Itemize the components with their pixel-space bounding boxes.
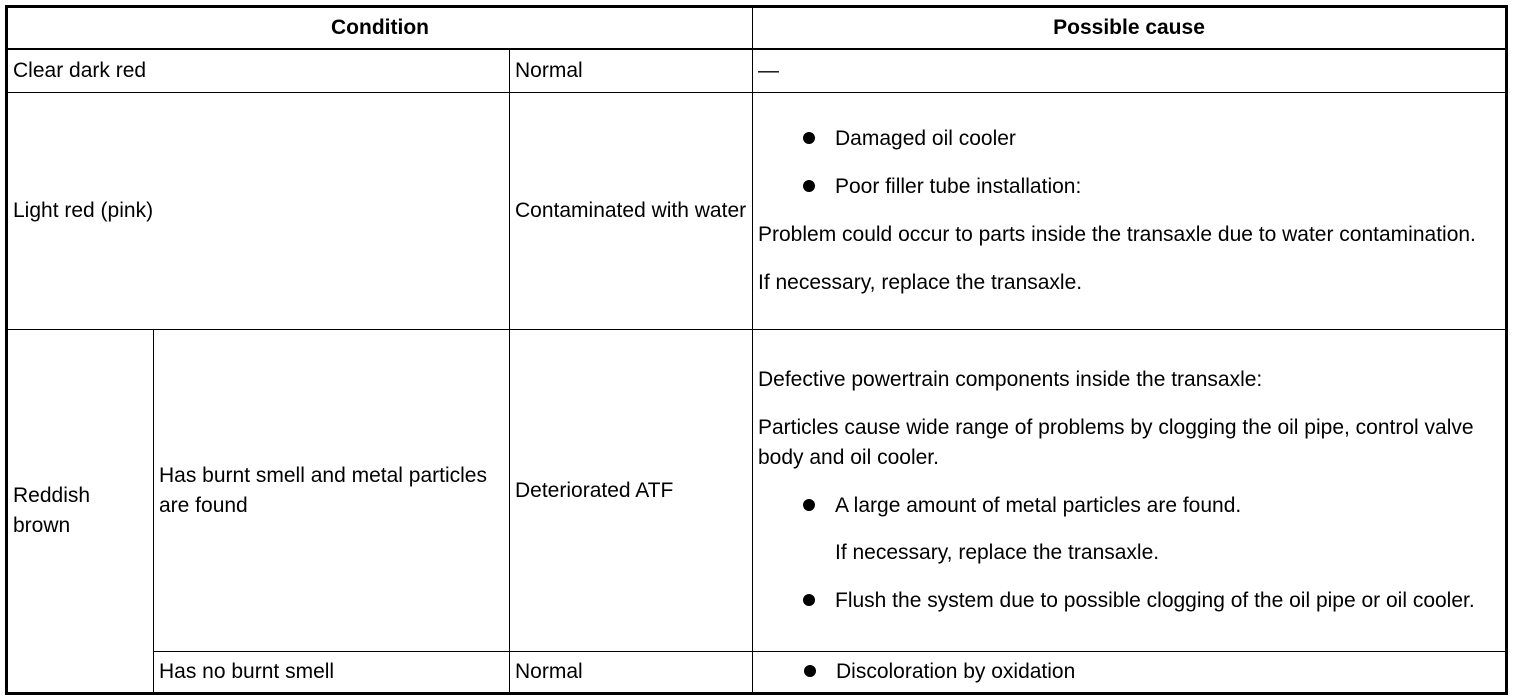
cell-contaminated-status: Contaminated with water xyxy=(510,93,753,330)
bullet-item: Discoloration by oxidation xyxy=(759,657,1499,687)
cell-light-red: Light red (pink) xyxy=(7,93,510,330)
bullet-dot-icon xyxy=(803,594,815,606)
bullet-item: Flush the system due to possible clogging of the oil pipe or oil cooler. xyxy=(758,586,1500,616)
header-condition: Condition xyxy=(7,7,753,49)
cause-text: Particles cause wide range of problems by clogging the oil pipe, control valve body and oil cooler. xyxy=(758,415,1474,469)
cause-text: Defective powertrain components inside the transaxle: xyxy=(758,368,1263,392)
cell-deteriorated-status: Deteriorated ATF xyxy=(510,330,753,652)
cell-clear-dark-red: Clear dark red xyxy=(7,49,510,93)
bullet-item: Damaged oil cooler xyxy=(758,124,1500,154)
cell-no-burnt-smell: Has no burnt smell xyxy=(154,652,510,694)
cell-light-red-causes xyxy=(753,93,1507,330)
row-reddish-brown-no-smell xyxy=(7,652,1507,694)
bullet-dot-icon xyxy=(804,665,816,677)
cell-reddish-brown: Reddish brown xyxy=(7,330,154,694)
header-possible-cause: Possible cause xyxy=(753,7,1507,49)
bullet-dot-icon xyxy=(803,499,815,511)
bullet-note: If necessary, replace the transaxle. xyxy=(835,541,1160,565)
cell-normal-status: Normal xyxy=(510,49,753,93)
bullet-dot-icon xyxy=(803,180,815,192)
bullet-item: A large amount of metal particles are found. xyxy=(758,491,1500,521)
atf-condition-table xyxy=(5,5,1508,695)
cause-text: If necessary, replace the transaxle. xyxy=(758,270,1083,294)
row-light-red xyxy=(7,93,1507,330)
row-clear-dark-red xyxy=(7,49,1507,93)
header-row xyxy=(7,7,1507,49)
cell-burnt-causes xyxy=(753,330,1507,652)
cell-no-cause: — xyxy=(753,49,1507,93)
cell-burnt-metal-condition: Has burnt smell and metal particles are found xyxy=(154,330,510,652)
bullet-dot-icon xyxy=(803,132,815,144)
bullet-item: Poor filler tube installation: xyxy=(758,172,1500,202)
cell-normal-status-2: Normal xyxy=(510,652,753,694)
cause-text: Problem could occur to parts inside the transaxle due to water contamination. xyxy=(758,223,1476,246)
cell-oxidation-cause xyxy=(753,652,1507,694)
row-reddish-brown-burnt xyxy=(7,330,1507,652)
